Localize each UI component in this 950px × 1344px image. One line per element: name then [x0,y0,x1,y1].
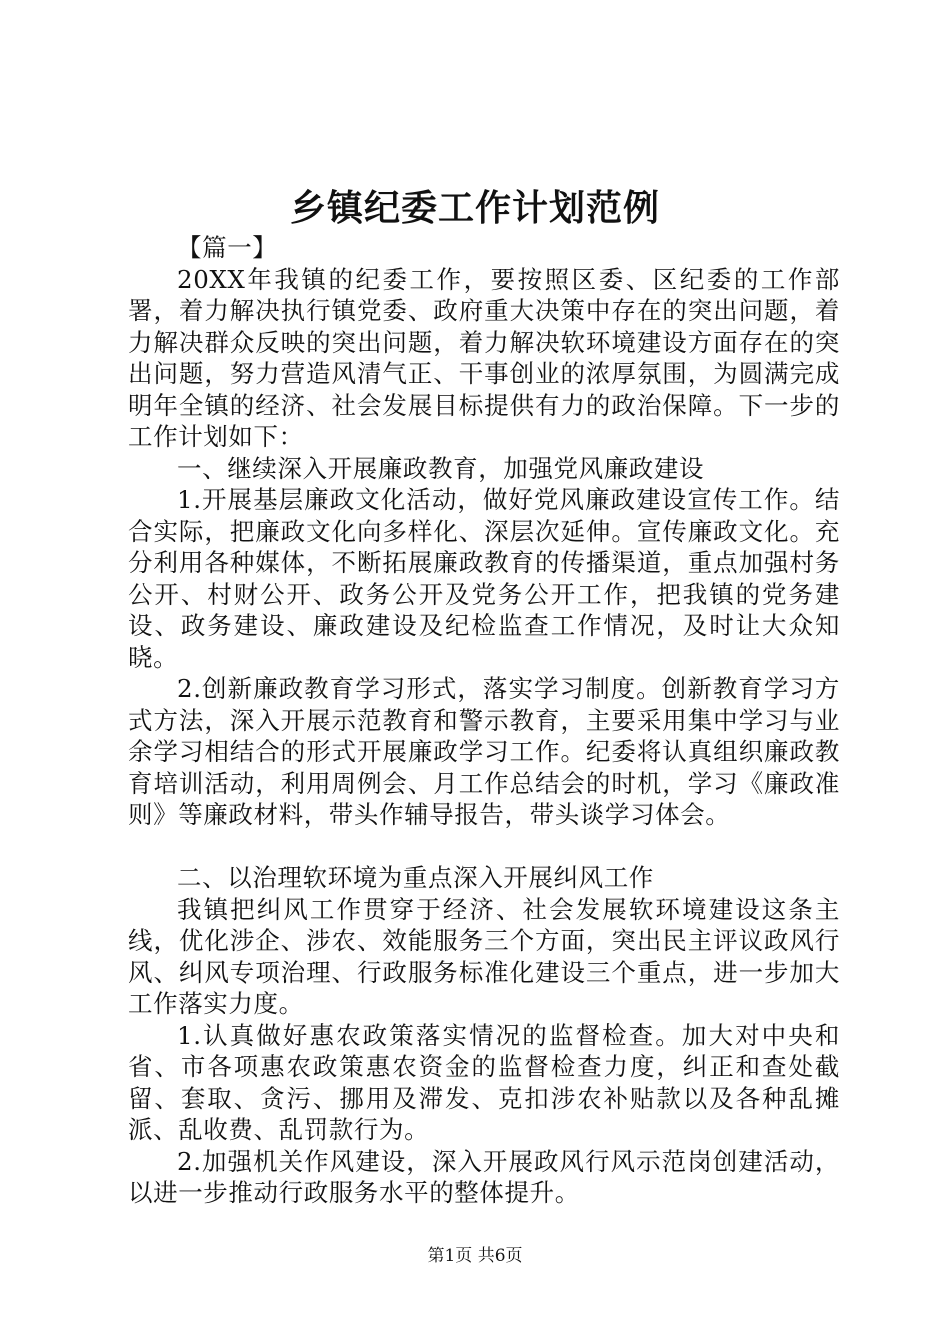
section-heading: 二、以治理软环境为重点深入开展纠风工作 [177,863,654,892]
paragraph: 2.创新廉政教育学习形式，落实学习制度。创新教育学习方式方法，深入开展示范教育和警示教育，主要采用集中学习与业余学习相结合的形式开展廉政学习工作。纪委将认真组织廉政教育培训活动，利用周例会、月工作总结会的时机，学习《廉政准则》等廉政材料，带头作辅导报告，带头谈学习体会。 [128,674,840,829]
document-title: 乡镇纪委工作计划范例 [289,187,660,229]
paragraph: 20XX年我镇的纪委工作，要按照区委、区纪委的工作部署，着力解决执行镇党委、政府重大决策中存在的突出问题，着力解决群众反映的突出问题，着力解决软环境建设方面存在的突出问题，努力营造风清气正、干事创业的浓厚氛围，为圆满完成明年全镇的经济、社会发展目标提供有力的政治保障。下一步的工作计划如下： [128,264,840,451]
paragraph: 我镇把纠风工作贯穿于经济、社会发展软环境建设这条主线，优化涉企、涉农、效能服务三个方面，突出民主评议政风行风、纠风专项治理、行政服务标准化建设三个重点，进一步加大工作落实力度。 [128,894,840,1018]
page-footer: 第1页 共6页 [427,1246,523,1266]
paragraph-spacer [128,831,840,863]
section-heading: 一、继续深入开展廉政教育，加强党风廉政建设 [177,453,705,483]
document-body [128,232,840,1209]
paragraph: 1.认真做好惠农政策落实情况的监督检查。加大对中央和省、市各项惠农政策惠农资金的监督检查力度，纠正和查处截留、套取、贪污、挪用及滞发、克扣涉农补贴款以及各种乱摊派、乱收费、乱罚款行为。 [128,1020,840,1144]
paragraph: 1.开展基层廉政文化活动，做好党风廉政建设宣传工作。结合实际，把廉政文化向多样化、深层次延伸。宣传廉政文化。充分利用各种媒体，不断拓展廉政教育的传播渠道，重点加强村务公开、村财公开、政务公开及党务公开工作，把我镇的党务建设、政务建设、廉政建设及纪检监查工作情况，及时让大众知晓。 [128,485,840,672]
paragraph: 【篇一】 [177,233,278,262]
paragraph: 2.加强机关作风建设，深入开展政风行风示范岗创建活动，以进一步推动行政服务水平的整体提升。 [128,1146,840,1207]
